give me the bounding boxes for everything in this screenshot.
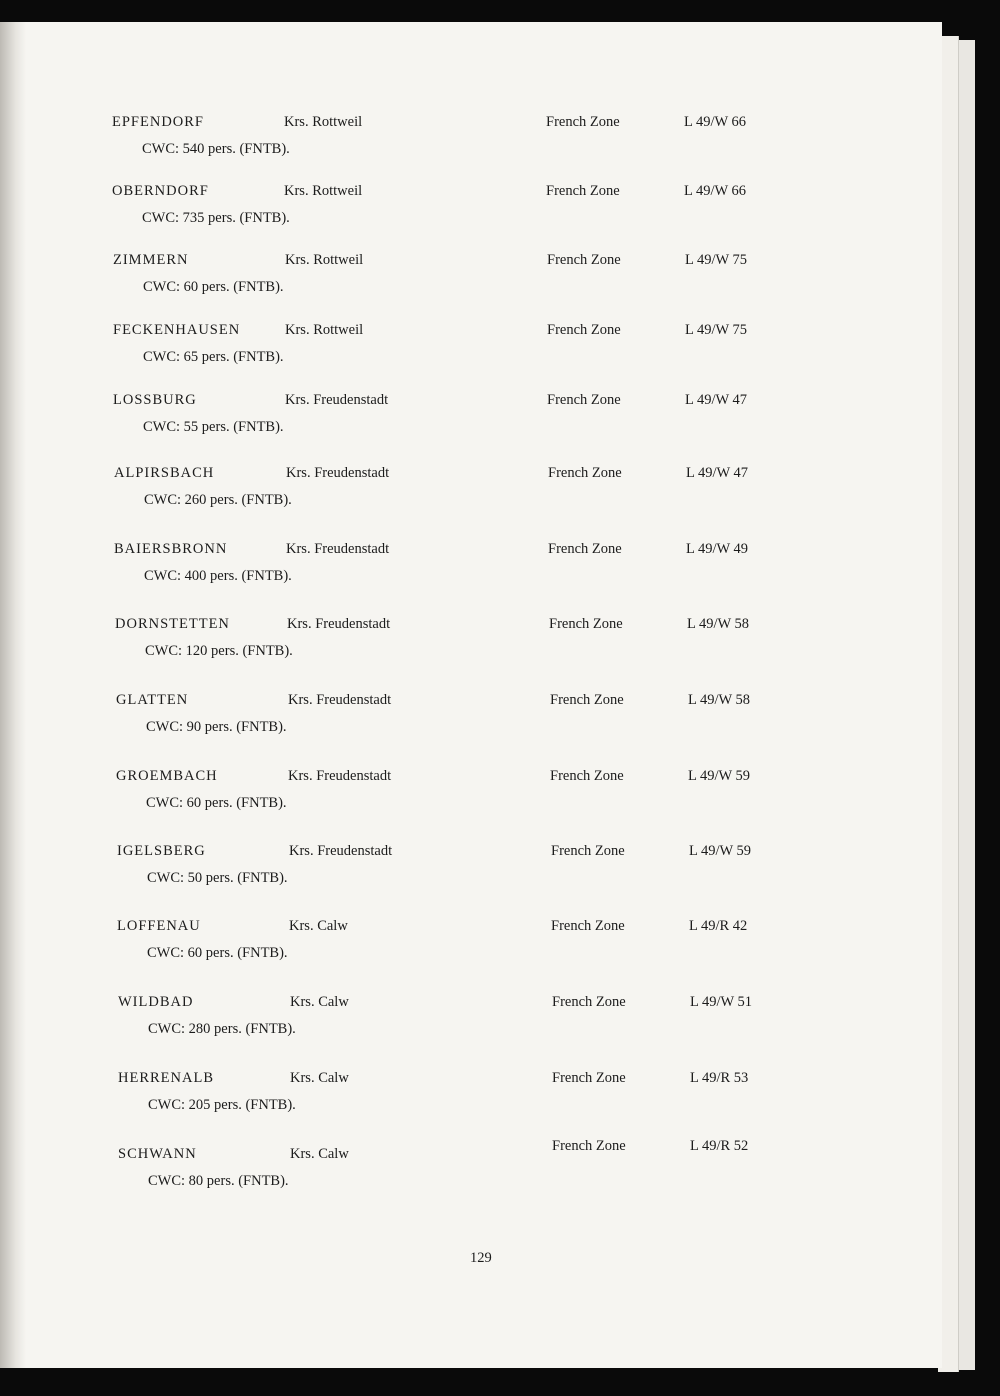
place-name: IGELSBERG (117, 843, 206, 859)
district: Krs. Calw (289, 918, 348, 934)
place-name: GLATTEN (116, 692, 189, 708)
place-name: SCHWANN (118, 1146, 197, 1162)
cwc-info: CWC: 80 pers. (FNTB). (148, 1173, 289, 1189)
grid-reference: L 49/W 75 (685, 322, 748, 338)
cwc-info: CWC: 120 pers. (FNTB). (145, 643, 293, 659)
place-name: LOFFENAU (117, 918, 201, 934)
place-name: WILDBAD (118, 994, 194, 1010)
zone: French Zone (551, 918, 625, 934)
place-name: ZIMMERN (113, 252, 189, 268)
district: Krs. Freudenstadt (285, 392, 389, 408)
grid-reference: L 49/W 66 (684, 183, 747, 199)
grid-reference: L 49/W 47 (685, 392, 748, 408)
zone: French Zone (547, 322, 621, 338)
place-name: BAIERSBRONN (114, 541, 228, 557)
zone: French Zone (547, 252, 621, 268)
place-name: GROEMBACH (116, 768, 218, 784)
cwc-info: CWC: 55 pers. (FNTB). (143, 419, 284, 435)
zone: French Zone (551, 843, 625, 859)
cwc-info: CWC: 540 pers. (FNTB). (142, 141, 290, 157)
cwc-info: CWC: 260 pers. (FNTB). (144, 492, 292, 508)
zone: French Zone (546, 183, 620, 199)
cwc-info: CWC: 205 pers. (FNTB). (148, 1097, 296, 1113)
district: Krs. Rottweil (284, 183, 363, 199)
grid-reference: L 49/W 59 (688, 768, 751, 784)
zone: French Zone (547, 392, 621, 408)
cwc-info: CWC: 735 pers. (FNTB). (142, 210, 290, 226)
zone: French Zone (546, 114, 620, 130)
grid-reference: L 49/W 49 (686, 541, 749, 557)
zone: French Zone (552, 994, 626, 1010)
place-name: HERRENALB (118, 1070, 214, 1086)
grid-reference: L 49/R 53 (690, 1070, 749, 1086)
grid-reference: L 49/R 52 (690, 1138, 749, 1154)
place-name: ALPIRSBACH (114, 465, 215, 481)
cwc-info: CWC: 50 pers. (FNTB). (147, 870, 288, 886)
district: Krs. Calw (290, 994, 349, 1010)
cwc-info: CWC: 90 pers. (FNTB). (146, 719, 287, 735)
zone: French Zone (549, 616, 623, 632)
cwc-info: CWC: 60 pers. (FNTB). (146, 795, 287, 811)
district: Krs. Freudenstadt (286, 465, 390, 481)
grid-reference: L 49/W 75 (685, 252, 748, 268)
grid-reference: L 49/W 58 (687, 616, 750, 632)
cwc-info: CWC: 65 pers. (FNTB). (143, 349, 284, 365)
place-name: FECKENHAUSEN (113, 322, 241, 338)
district: Krs. Rottweil (285, 252, 364, 268)
place-name: EPFENDORF (112, 114, 204, 130)
district: Krs. Freudenstadt (289, 843, 393, 859)
cwc-info: CWC: 280 pers. (FNTB). (148, 1021, 296, 1037)
district: Krs. Freudenstadt (286, 541, 390, 557)
grid-reference: L 49/W 58 (688, 692, 751, 708)
district: Krs. Freudenstadt (287, 616, 391, 632)
district: Krs. Calw (290, 1070, 349, 1086)
zone: French Zone (552, 1138, 626, 1154)
cwc-info: CWC: 60 pers. (FNTB). (147, 945, 288, 961)
book-gutter (0, 22, 26, 1368)
zone: French Zone (550, 692, 624, 708)
district: Krs. Rottweil (285, 322, 364, 338)
zone: French Zone (548, 465, 622, 481)
cwc-info: CWC: 400 pers. (FNTB). (144, 568, 292, 584)
grid-reference: L 49/W 66 (684, 114, 747, 130)
grid-reference: L 49/W 47 (686, 465, 749, 481)
zone: French Zone (550, 768, 624, 784)
place-name: DORNSTETTEN (115, 616, 230, 632)
grid-reference: L 49/R 42 (689, 918, 748, 934)
district: Krs. Calw (290, 1146, 349, 1162)
cwc-info: CWC: 60 pers. (FNTB). (143, 279, 284, 295)
zone: French Zone (548, 541, 622, 557)
grid-reference: L 49/W 51 (690, 994, 753, 1010)
page-number: 129 (470, 1250, 492, 1266)
district: Krs. Rottweil (284, 114, 363, 130)
zone: French Zone (552, 1070, 626, 1086)
grid-reference: L 49/W 59 (689, 843, 752, 859)
district: Krs. Freudenstadt (288, 768, 392, 784)
place-name: LOSSBURG (113, 392, 197, 408)
district: Krs. Freudenstadt (288, 692, 392, 708)
place-name: OBERNDORF (112, 183, 209, 199)
